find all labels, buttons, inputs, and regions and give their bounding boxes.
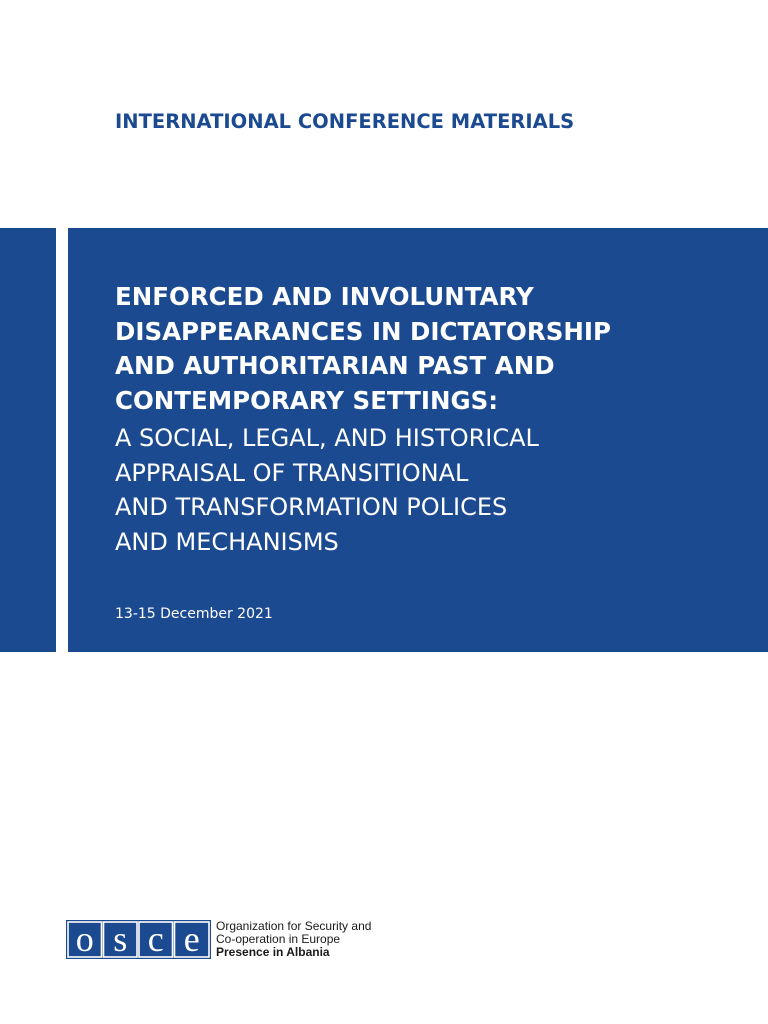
main-title-line: AND AUTHORITARIAN PAST AND	[115, 351, 555, 380]
subtitle	[115, 421, 539, 559]
main-title-line: ENFORCED AND INVOLUNTARY	[115, 282, 534, 311]
main-title	[115, 280, 611, 418]
main-title-line: CONTEMPORARY SETTINGS:	[115, 385, 499, 415]
logo-letter: s	[113, 920, 128, 959]
logo-letter: e	[183, 920, 200, 959]
presence-name: Presence in Albania	[216, 945, 330, 959]
logo-letter: c	[147, 920, 164, 959]
subtitle-line: APPRAISAL OF TRANSITIONAL	[115, 458, 469, 487]
osce-logo-icon	[66, 920, 211, 959]
logo-letter: o	[75, 920, 94, 959]
organization-name-line: Co-operation in Europe	[216, 932, 341, 946]
subtitle-line: AND TRANSFORMATION POLICES	[115, 493, 508, 521]
organization-name-line: Organization for Security and	[216, 919, 372, 933]
series-label: INTERNATIONAL CONFERENCE MATERIALS	[115, 110, 575, 133]
organization-name	[216, 920, 371, 959]
subtitle-line: A SOCIAL, LEGAL, AND HISTORICAL	[115, 424, 539, 452]
title-band-accent	[0, 228, 56, 652]
conference-date: 13-15 December 2021	[115, 606, 273, 622]
subtitle-line: AND MECHANISMS	[115, 527, 339, 556]
main-title-line: DISAPPEARANCES IN DICTATORSHIP	[115, 316, 611, 346]
